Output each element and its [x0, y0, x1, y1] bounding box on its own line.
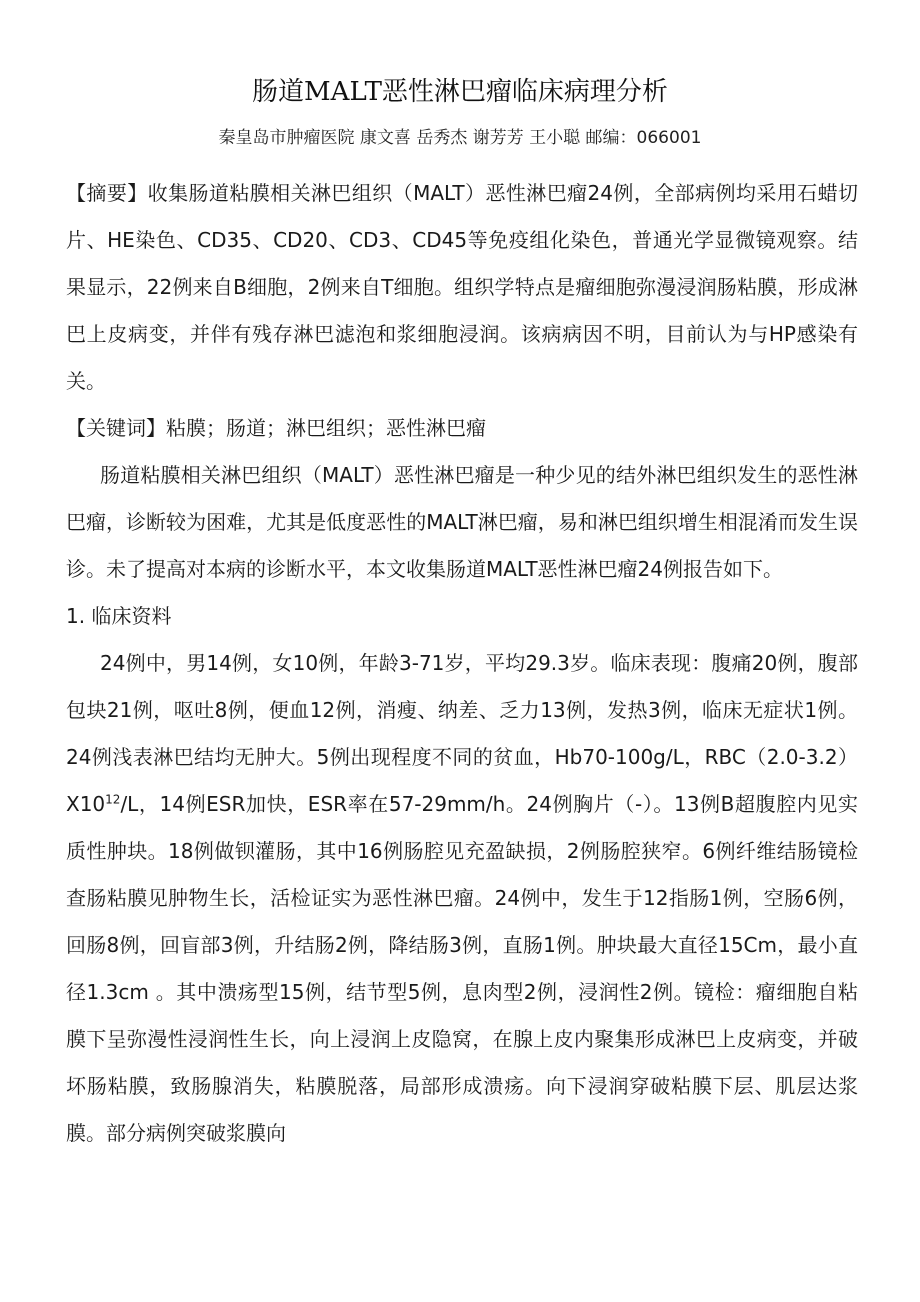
- clinical-text-part1: 24例中，男14例，女10例，年龄3-71岁，平均29.3岁。临床表现：腹痛20例，腹部包块21例，呕吐8例，便血12例，消瘦、纳差、乏力13例，发热3例，临床无症状1例。24例浅表淋巴结均无肿大。5例出现程度不同的贫血，Hb70-100g/L，RBC（2.0-3.2）X10: [66, 651, 858, 816]
- intro-paragraph: 肠道粘膜相关淋巴组织（MALT）恶性淋巴瘤是一种少见的结外淋巴组织发生的恶性淋巴瘤，诊断较为困难，尤其是低度恶性的MALT淋巴瘤，易和淋巴组织增生相混淆而发生误诊。未了提高对本病的诊断水平，本文收集肠道MALT恶性淋巴瘤24例报告如下。: [66, 463, 858, 581]
- section-heading-clinical: 1. 临床资料: [66, 604, 172, 628]
- exponent-superscript: 12: [105, 792, 121, 807]
- document-body: [66, 170, 858, 1157]
- clinical-paragraph: [66, 640, 858, 1157]
- abstract-paragraph: 【摘要】收集肠道粘膜相关淋巴组织（MALT）恶性淋巴瘤24例，全部病例均采用石蜡切片、HE染色、CD35、CD20、CD3、CD45等免疫组化染色，普通光学显微镜观察。结果显示，22例来自B细胞，2例来自T细胞。组织学特点是瘤细胞弥漫浸润肠粘膜，形成淋巴上皮病变，并伴有残存淋巴滤泡和浆细胞浸润。该病病因不明，目前认为与HP感染有关。: [66, 181, 858, 393]
- keywords-line: 【关键词】粘膜；肠道；淋巴组织；恶性淋巴瘤: [66, 416, 486, 440]
- author-byline: 秦皇岛市肿瘤医院 康文喜 岳秀杰 谢芳芳 王小聪 邮编：066001: [218, 128, 702, 148]
- document-title: 肠道MALT恶性淋巴瘤临床病理分析: [252, 77, 668, 107]
- clinical-text-part2: /L，14例ESR加快，ESR率在57-29mm/h。24例胸片（-）。13例B超腹腔内见实质性肿块。18例做钡灌肠，其中16例肠腔见充盈缺损，2例肠腔狭窄。6例纤维结肠镜检查肠粘膜见肿物生长，活检证实为恶性淋巴瘤。24例中，发生于12指肠1例，空肠6例，回肠8例，回盲部3例，升结肠2例，降结肠3例，直肠1例。肿块最大直径15Cm，最小直径1.3cm 。其中溃疡型15例，结节型5例，息肉型2例，浸润性2例。镜检：瘤细胞自粘膜下呈弥漫性浸润性生长，向上浸润上皮隐窝，在腺上皮内聚集形成淋巴上皮病变，并破坏肠粘膜，致肠腺消失，粘膜脱落，局部形成溃疡。向下浸润穿破粘膜下层、肌层达浆膜。部分病例突破浆膜向: [66, 792, 858, 1145]
